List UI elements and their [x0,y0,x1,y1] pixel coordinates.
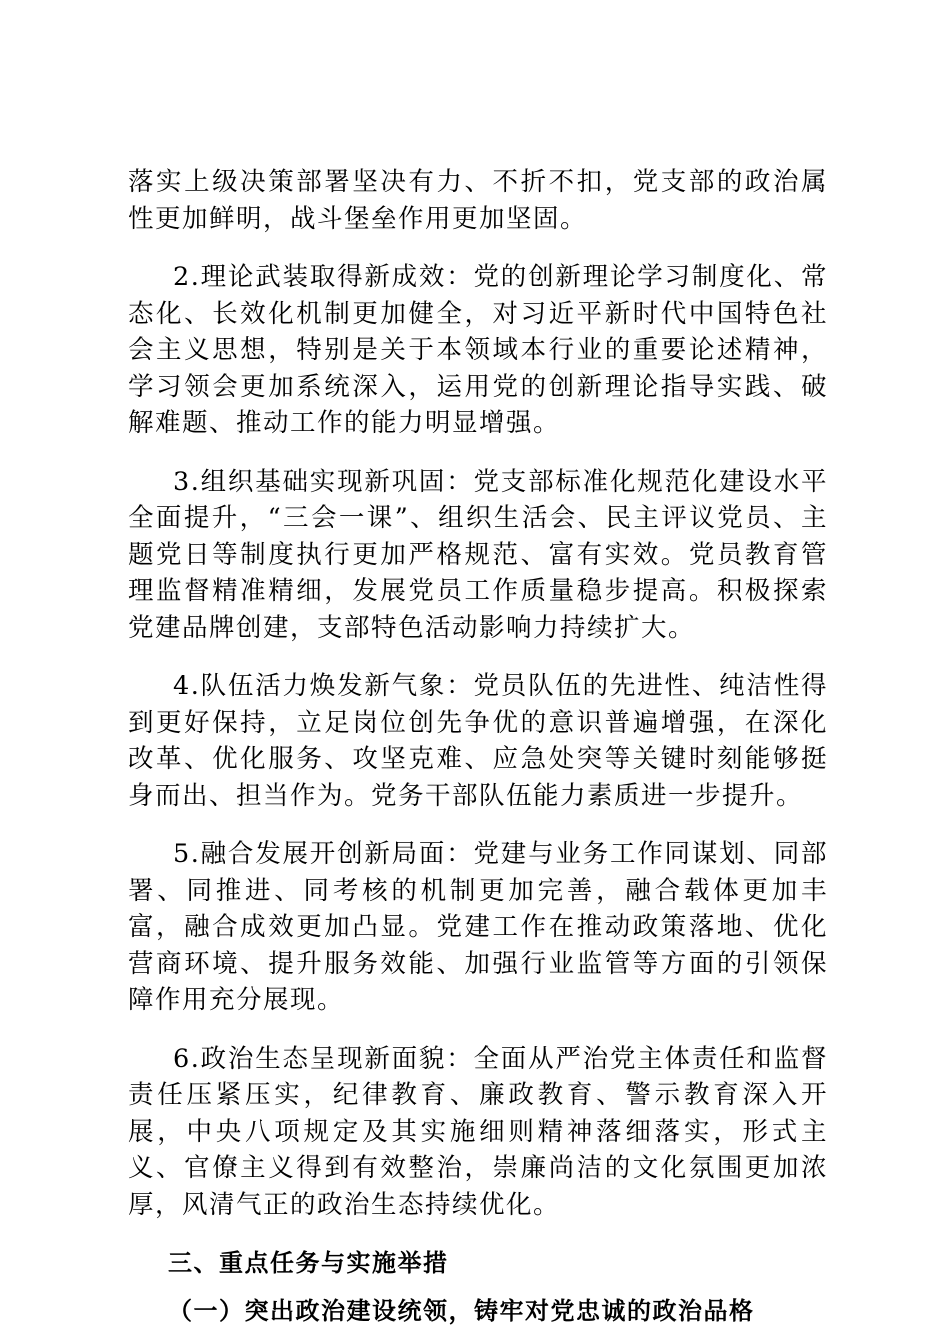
subsection-heading: （一）突出政治建设统领，铸牢对党忠诚的政治品格 [168,1297,755,1325]
paragraph-team-vitality: 4.队伍活力焕发新气象：党员队伍的先进性、纯洁性得到更好保持，立足岗位创先争优的意识普遍增强，在深化改革、优化服务、攻坚克难、应急处突等关键时刻能够挺身而出、担当作为。党务干部队伍能力素质进一步提升。 [128,671,828,811]
paragraph-integrated-development: 5.融合发展开创新局面：党建与业务工作同谋划、同部署、同推进、同考核的机制更加完善，融合载体更加丰富，融合成效更加凸显。党建工作在推动政策落地、优化营商环境、提升服务效能、加强行业监管等方面的引领保障作用充分展现。 [128,839,828,1015]
paragraph-political-ecology: 6.政治生态呈现新面貌：全面从严治党主体责任和监督责任压紧压实，纪律教育、廉政教育、警示教育深入开展，中央八项规定及其实施细则精神落细落实，形式主义、官僚主义得到有效整治，崇廉尚洁的文化氛围更加浓厚，风清气正的政治生态持续优化。 [128,1043,828,1220]
document-body [128,164,828,1329]
paragraph-theory-arming: 2.理论武装取得新成效：党的创新理论学习制度化、常态化、长效化机制更加健全，对习近平新时代中国特色社会主义思想，特别是关于本领域本行业的重要论述精神，学习领会更加系统深入，运用党的创新理论指导实践、破解难题、推动工作的能力明显增强。 [128,262,828,438]
paragraph-continuation: 落实上级决策部署坚决有力、不折不扣，党支部的政治属性更加鲜明，战斗堡垒作用更加坚固。 [128,167,828,234]
paragraph-organization-foundation: 3.组织基础实现新巩固：党支部标准化规范化建设水平全面提升，“三会一课”、组织生活会、民主评议党员、主题党日等制度执行更加严格规范、富有实效。党员教育管理监督精准精细，发展党员工作质量稳步提高。积极探索党建品牌创建，支部特色活动影响力持续扩大。 [128,466,828,643]
section-heading: 三、重点任务与实施举措 [168,1249,449,1277]
